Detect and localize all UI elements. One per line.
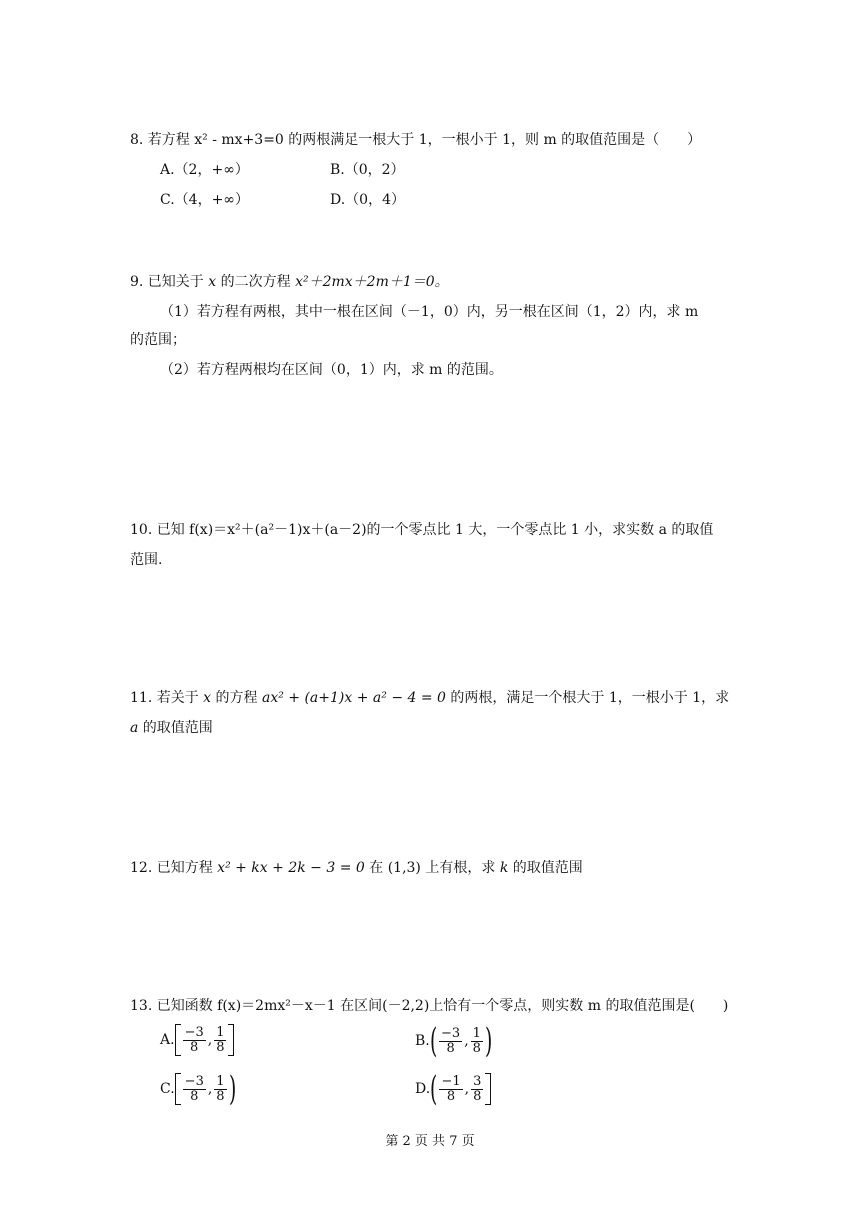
q12-stem: 12. 已知方程 x² + kx + 2k − 3 = 0 在 (1,3) 上有根，求 k 的取值范围 xyxy=(130,860,583,876)
q11-equation: ax² + (a+1)x + a² − 4 = 0 xyxy=(261,690,446,706)
q11-line1: 11. 若关于 x 的方程 ax² + (a+1)x + a² − 4 = 0 的两根，满足一个根大于 1，一根小于 1，求 xyxy=(130,690,730,706)
q9-stem: 9. 已知关于 x 的二次方程 x²＋2mx＋2m＋1＝0。 xyxy=(130,274,449,290)
q8-option-b: B.（0，2） xyxy=(330,162,405,178)
q8-stem: 8. 若方程 x² ‑ mx+3=0 的两根满足一根大于 1，一根小于 1，则 m 的取值范围是（ ） xyxy=(130,132,702,148)
q8-option-d: D.（0，4） xyxy=(330,192,405,208)
q12-equation: x² + kx + 2k − 3 = 0 xyxy=(217,860,365,876)
q13-stem: 13. 已知函数 f(x)＝2mx²－x－1 在区间(－2,2)上恰有一个零点，则实数 m 的取值范围是( ) xyxy=(130,998,729,1014)
q9-equation: x²＋2mx＋2m＋1＝0。 xyxy=(295,274,449,290)
q13-option-b: B. ( $\frac{-3}{8}$ , $\frac{1}{8}$ ) xyxy=(415,1021,493,1061)
q11-line2: a 的取值范围 xyxy=(130,720,213,736)
q8-option-a: A.（2，+∞） xyxy=(160,162,249,178)
q10-line2: 范围. xyxy=(130,552,163,568)
q8-option-c: C.（4，+∞） xyxy=(160,192,249,208)
q12-interval: (1,3) xyxy=(387,860,421,876)
q13-option-c: C. $\frac{-3}{8}$ , $\frac{1}{8}$ ) xyxy=(160,1069,236,1109)
q13-option-a: A. $\frac{-3}{8}$ , $\frac{1}{8}$ xyxy=(160,1024,234,1056)
q10-line1: 10. 已知 f(x)＝x²＋(a²－1)x＋(a－2)的一个零点比 1 大，一个零点比 1 小，求实数 a 的取值 xyxy=(130,522,714,538)
q9-part2: （2）若方程两根均在区间（0，1）内，求 m 的范围。 xyxy=(160,362,503,378)
q9-part1-line2: 的范围； xyxy=(130,332,186,348)
q13-option-d: D. ( $\frac{-1}{8}$ , $\frac{3}{8}$ xyxy=(415,1072,491,1106)
q9-part1-line1: （1）若方程有两根，其中一根在区间（－1，0）内，另一根在区间（1，2）内，求 m xyxy=(160,304,699,320)
page-footer: 第 2 页 共 7 页 xyxy=(385,1134,475,1149)
